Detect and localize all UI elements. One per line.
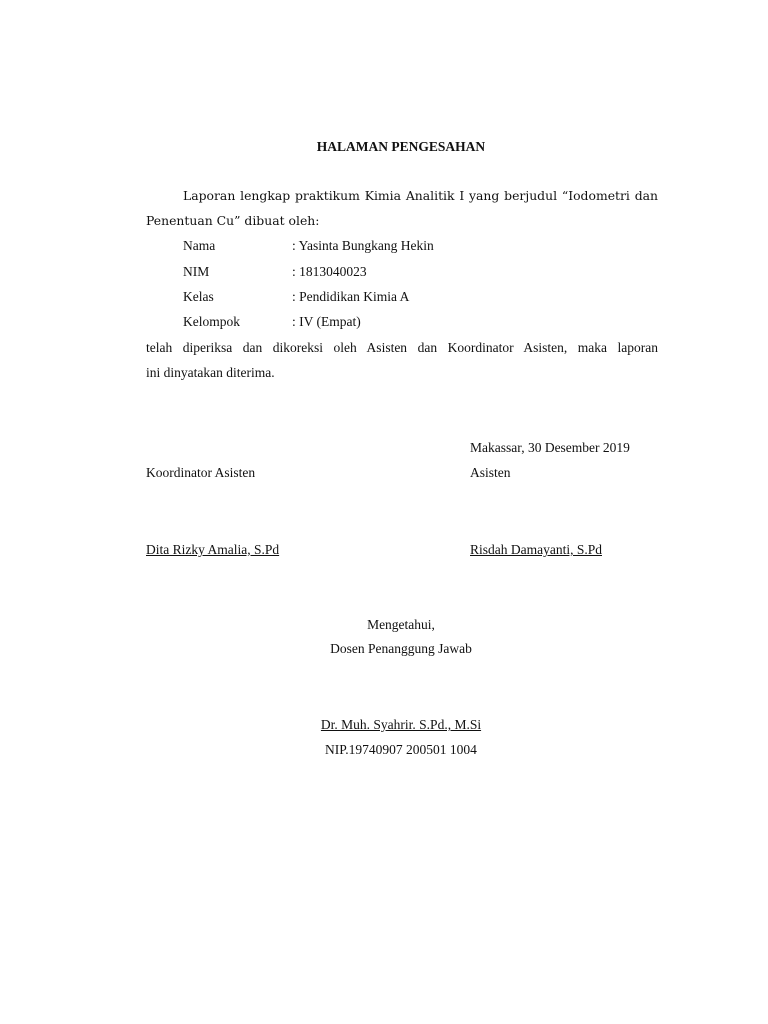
lecturer-name [0, 717, 768, 733]
place-date: Makassar, 30 Desember 2019 [470, 440, 630, 455]
page-title: HALAMAN PENGESAHAN [316, 139, 486, 154]
intro-line-1: Laporan lengkap praktikum Kimia Analitik I yang berjudul “Iodometri dan [183, 188, 658, 203]
right-signer-name: Risdah Damayanti, S.Pd [470, 542, 602, 557]
statement-line-2: ini dinyatakan diterima. [146, 365, 275, 380]
right-role: Asisten [470, 465, 511, 480]
intro-line-2: Penentuan Cu” dibuat oleh: [146, 213, 320, 228]
left-role: Koordinator Asisten [146, 465, 256, 480]
field-value-kelas: : Pendidikan Kimia A [292, 289, 410, 304]
field-value-nama: : Yasinta Bungkang Hekin [292, 238, 434, 253]
field-label-nama: Nama [183, 238, 216, 253]
left-signer-name: Dita Rizky Amalia, S.Pd [146, 542, 280, 557]
acknowledged-label: Mengetahui, [367, 617, 435, 632]
field-value-nim: : 1813040023 [292, 264, 367, 279]
statement-line-1: telah diperiksa dan dikoreksi oleh Asisten dan Koordinator Asisten, maka laporan [146, 340, 658, 355]
lecturer-nip: NIP.19740907 200501 1004 [325, 742, 477, 757]
field-label-kelas: Kelas [183, 289, 214, 304]
lecturer-role: Dosen Penanggung Jawab [330, 641, 472, 656]
lecturer-name-text: Dr. Muh. Syahrir. S.Pd., M.Si [320, 717, 482, 732]
field-value-kelompok: : IV (Empat) [292, 314, 361, 329]
field-label-nim: NIM [183, 264, 210, 279]
field-label-kelompok: Kelompok [183, 314, 240, 329]
